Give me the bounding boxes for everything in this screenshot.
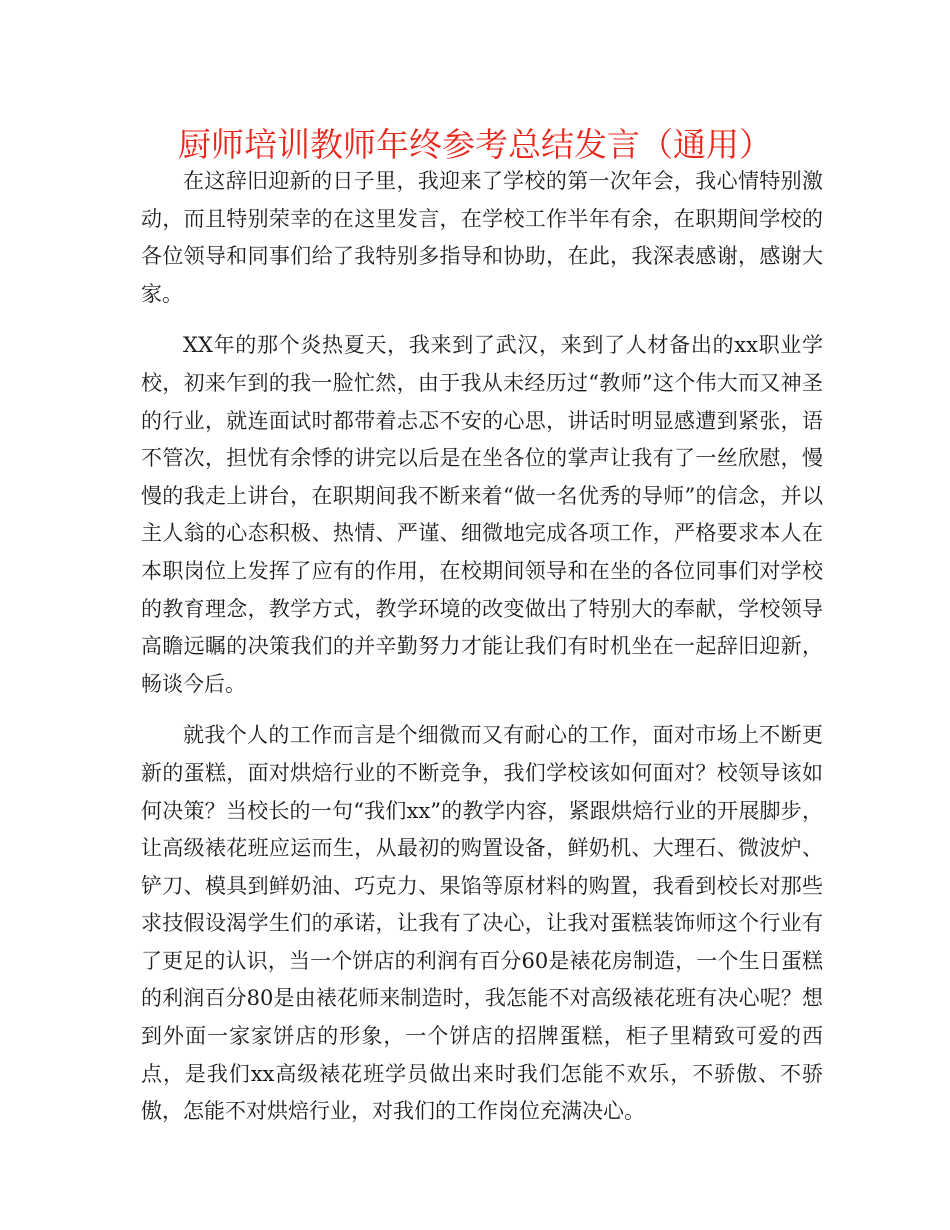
document-title: 厨师培训教师年终参考总结发言（通用） [178, 125, 772, 164]
paragraph-3: 就我个人的工作而言是个细微而又有耐心的工作，面对市场上不断更新的蛋糕，面对烘焙行业的不断竞争，我们学校该如何面对？校领导该如何决策？当校长的一句“我们xx”的教学内容，紧跟烘焙行业的开展脚步，让高级裱花班应运而生，从最初的购置设备，鲜奶机、大理石、微波炉、铲刀、模具到鲜奶油、巧克力、果馅等原材料的购置，我看到校长对那些求技假设渴学生们的承诺，让我有了决心，让我对蛋糕装饰师这个行业有了更足的认识，当一个饼店的利润有百分60是裱花房制造，一个生日蛋糕的利润百分80是由裱花师来制造时，我怎能不对高级裱花班有决心呢？想到外面一家家饼店的形象，一个饼店的招牌蛋糕，柜子里精致可爱的西点，是我们xx高级裱花班学员做出来时我们怎能不欢乐，不骄傲、不骄傲，怎能不对烘焙行业，对我们的工作岗位充满决心。 [141, 723, 823, 1124]
document-body [141, 163, 823, 1145]
paragraph-1: 在这辞旧迎新的日子里，我迎来了学校的第一次年会，我心情特别激动，而且特别荣幸的在这里发言，在学校工作半年有余，在职期间学校的各位领导和同事们给了我特别多指导和协助，在此，我深表感谢，感谢大家。 [141, 169, 823, 306]
paragraph-2: XX年的那个炎热夏天，我来到了武汉，来到了人材备出的xx职业学校，初来乍到的我一脸忙然，由于我从未经历过“教师”这个伟大而又神圣的行业，就连面试时都带着忐忑不安的心思，讲话时明显感遭到紧张，语不管次，担忧有余悸的讲完以后是在坐各位的掌声让我有了一丝欣慰，慢慢的我走上讲台，在职期间我不断来着“做一名优秀的导师”的信念，并以主人翁的心态积极、热情、严谨、细微地完成各项工作，严格要求本人在本职岗位上发挥了应有的作用，在校期间领导和在坐的各位同事们对学校的教育理念，教学方式，教学环境的改变做出了特别大的奉献，学校领导高瞻远瞩的决策我们的并辛勤努力才能让我们有时机坐在一起辞旧迎新，畅谈今后。 [141, 333, 823, 696]
